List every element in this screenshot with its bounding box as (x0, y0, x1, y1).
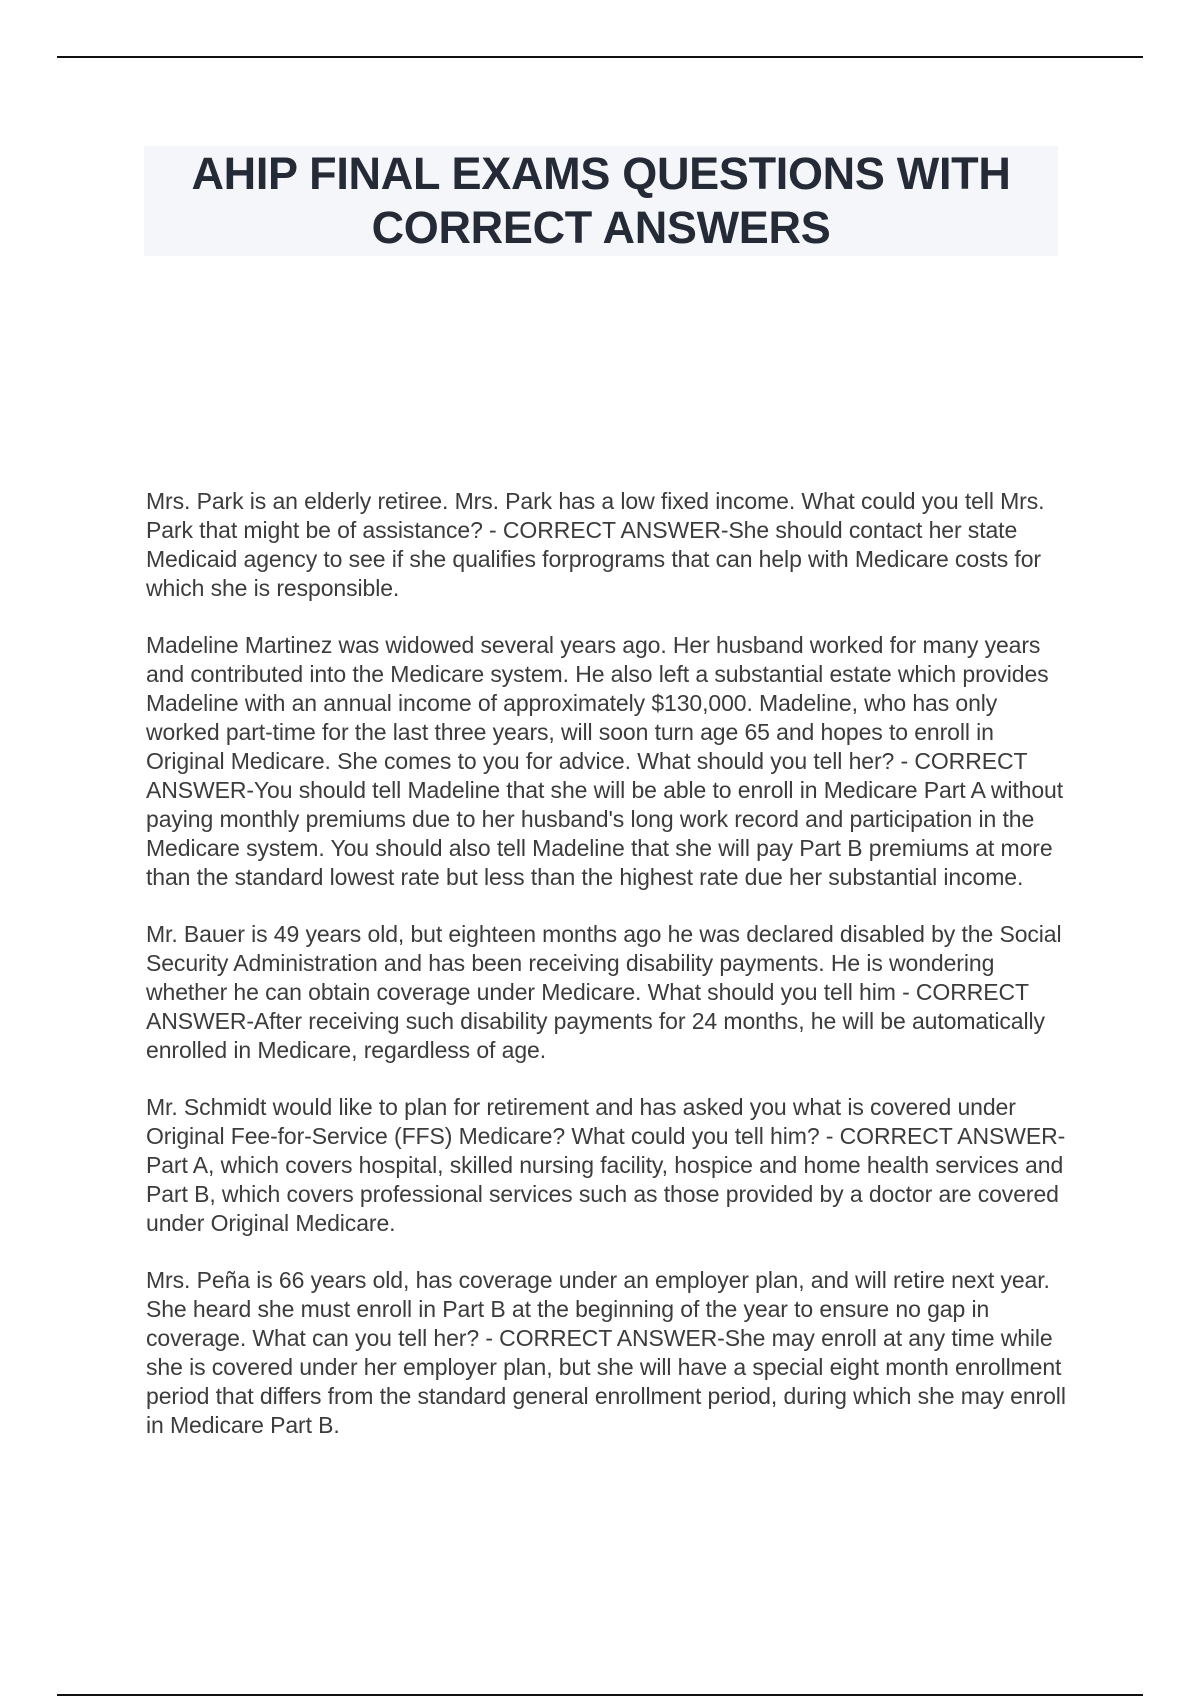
document-title: AHIP FINAL EXAMS QUESTIONS WITH CORRECT ANSWERS (191, 148, 1011, 253)
qa-item-martinez: Madeline Martinez was widowed several years ago. Her husband worked for many years and contributed into the Medicare system. He also left a substantial estate which provides Madeline with an annual income of approximately $130,000. Madeline, who has only worked part-time for the last three years, will soon turn age 65 and hopes to enroll in Original Medicare. She comes to you for advice. What should you tell her? - CORRECT ANSWER-You should tell Madeline that she will be able to enroll in Medicare Part A without paying monthly premiums due to her husband's long work record and participation in the Medicare system. You should also tell Madeline that she will pay Part B premiums at more than the standard lowest rate but less than the highest rate due her substantial income. (146, 632, 1064, 890)
qa-item-schmidt: Mr. Schmidt would like to plan for retirement and has asked you what is covered under Original Fee-for-Service (FFS) Medicare? What could you tell him? - CORRECT ANSWER-Part A, which covers hospital, skilled nursing facility, hospice and home health services and Part B, which covers professional services such as those provided by a doctor are covered under Original Medicare. (146, 1094, 1066, 1236)
qa-item-pena: Mrs. Peña is 66 years old, has coverage under an employer plan, and will retire next year. She heard she must enroll in Part B at the beginning of the year to ensure no gap in coverage. What can you tell her? - CORRECT ANSWER-She may enroll at any time while she is covered under her employer plan, but she will have a special eight month enrollment period that differs from the standard general enrollment period, during which she may enroll in Medicare Part B. (146, 1267, 1066, 1438)
bottom-rule (57, 1694, 1143, 1696)
qa-list (146, 487, 1066, 1468)
qa-item-park: Mrs. Park is an elderly retiree. Mrs. Park has a low fixed income. What could you tell Mrs. Park that might be of assistance? - CORRECT ANSWER-She should contact her state Medicaid agency to see if she qualifies forprograms that can help with Medicare costs for which she is responsible. (146, 488, 1045, 601)
top-rule (57, 56, 1143, 58)
qa-item-bauer: Mr. Bauer is 49 years old, but eighteen months ago he was declared disabled by the Social Security Administration and has been receiving disability payments. He is wondering whether he can obtain coverage under Medicare. What should you tell him - CORRECT ANSWER-After receiving such disability payments for 24 months, he will be automatically enrolled in Medicare, regardless of age. (146, 921, 1062, 1063)
title-banner (144, 146, 1058, 256)
